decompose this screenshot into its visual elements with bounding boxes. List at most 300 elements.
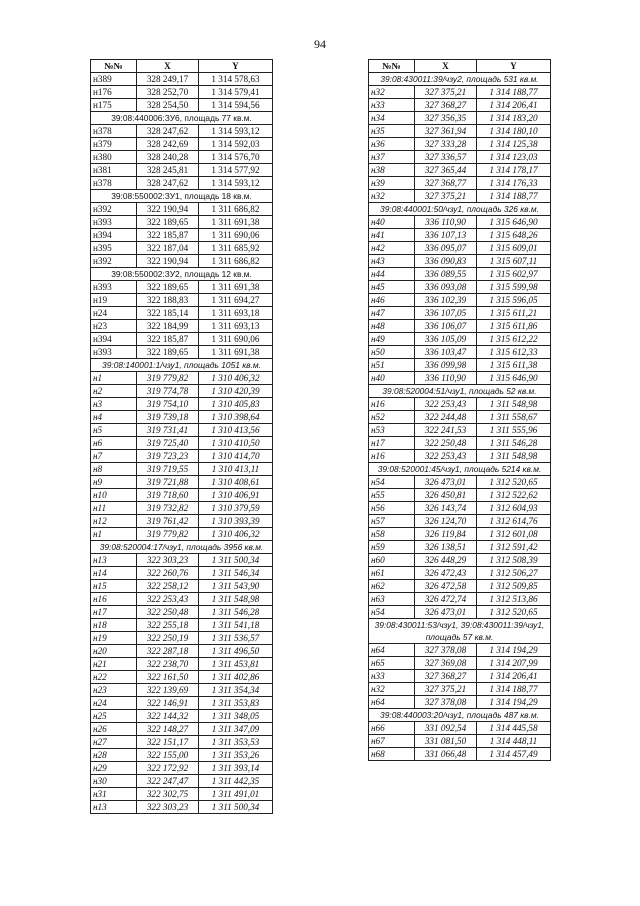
table-row: [369, 359, 551, 372]
x-coordinate: 322 172,92: [137, 762, 199, 775]
y-coordinate: 1 315 607,11: [477, 255, 551, 268]
y-coordinate: 1 311 548,98: [477, 450, 551, 463]
point-id: н56: [369, 502, 415, 515]
x-coordinate: 326 450,81: [415, 489, 477, 502]
y-coordinate: 1 314 188,77: [477, 190, 551, 203]
y-coordinate: 1 311 686,82: [199, 255, 273, 268]
y-coordinate: 1 314 576,70: [199, 151, 273, 164]
table-row: [369, 411, 551, 424]
x-coordinate: 327 368,77: [415, 177, 477, 190]
table-row: [369, 190, 551, 203]
x-coordinate: 322 188,83: [137, 294, 199, 307]
y-coordinate: 1 312 604,93: [477, 502, 551, 515]
x-coordinate: 322 189,65: [137, 216, 199, 229]
page-number: 94: [314, 37, 326, 51]
point-id: н37: [369, 151, 415, 164]
point-id: н43: [369, 255, 415, 268]
point-id: н32: [369, 683, 415, 696]
point-id: н14: [91, 567, 137, 580]
y-coordinate: 1 312 508,39: [477, 554, 551, 567]
point-id: н5: [91, 424, 137, 437]
table-row: [91, 424, 273, 437]
x-coordinate: 322 253,43: [415, 398, 477, 411]
point-id: н61: [369, 567, 415, 580]
table-row: [91, 502, 273, 515]
x-coordinate: 327 361,94: [415, 125, 477, 138]
table-header-row: [91, 60, 273, 73]
x-coordinate: 319 718,60: [137, 489, 199, 502]
x-coordinate: 319 761,42: [137, 515, 199, 528]
table-row: [91, 723, 273, 736]
table-row: [91, 580, 273, 593]
point-id: н16: [369, 450, 415, 463]
x-coordinate: 322 241,53: [415, 424, 477, 437]
y-coordinate: 1 311 453,81: [199, 658, 273, 671]
y-coordinate: 1 310 408,61: [199, 476, 273, 489]
table-row: [369, 99, 551, 112]
point-id: н48: [369, 320, 415, 333]
table-row: [369, 216, 551, 229]
table-row: [369, 606, 551, 619]
x-coordinate: 326 473,01: [415, 476, 477, 489]
y-coordinate: 1 311 546,28: [199, 606, 273, 619]
coordinates-table-right: [368, 59, 551, 761]
x-coordinate: 319 774,78: [137, 385, 199, 398]
point-id: н393: [91, 346, 137, 359]
parcel-section-header: 39:08:520004:51/чзу1, площадь 52 кв.м.: [369, 385, 551, 398]
y-coordinate: 1 311 690,06: [199, 229, 273, 242]
table-row: [369, 229, 551, 242]
x-coordinate: 336 107,13: [415, 229, 477, 242]
y-coordinate: 1 314 176,33: [477, 177, 551, 190]
y-coordinate: 1 311 500,34: [199, 801, 273, 814]
point-id: н393: [91, 216, 137, 229]
parcel-section-header: 39:08:440003:20/чзу1, площадь 487 кв.м.: [369, 709, 551, 722]
section-header-row: [91, 268, 273, 281]
table-row: [369, 722, 551, 735]
x-coordinate: 319 725,40: [137, 437, 199, 450]
point-id: н40: [369, 216, 415, 229]
x-coordinate: 336 090,83: [415, 255, 477, 268]
table-row: [91, 450, 273, 463]
y-coordinate: 1 314 577,92: [199, 164, 273, 177]
table-row: [91, 86, 273, 99]
y-coordinate: 1 311 347,09: [199, 723, 273, 736]
x-coordinate: 319 731,41: [137, 424, 199, 437]
y-coordinate: 1 311 691,38: [199, 216, 273, 229]
x-coordinate: 319 739,18: [137, 411, 199, 424]
table-row: [91, 567, 273, 580]
section-header-row: [91, 541, 273, 554]
table-row: [369, 683, 551, 696]
point-id: н44: [369, 268, 415, 281]
point-id: н379: [91, 138, 137, 151]
section-header-row: [369, 709, 551, 722]
table-row: [91, 463, 273, 476]
table-row: [369, 281, 551, 294]
y-coordinate: 1 311 558,67: [477, 411, 551, 424]
x-coordinate: 326 143,74: [415, 502, 477, 515]
y-coordinate: 1 314 206,41: [477, 670, 551, 683]
x-coordinate: 328 252,70: [137, 86, 199, 99]
x-coordinate: 322 260,76: [137, 567, 199, 580]
y-coordinate: 1 314 125,38: [477, 138, 551, 151]
table-row: [91, 320, 273, 333]
y-coordinate: 1 311 541,18: [199, 619, 273, 632]
point-id: н42: [369, 242, 415, 255]
x-coordinate: 327 375,21: [415, 190, 477, 203]
y-coordinate: 1 311 694,27: [199, 294, 273, 307]
y-coordinate: 1 310 379,59: [199, 502, 273, 515]
x-coordinate: 336 102,39: [415, 294, 477, 307]
table-row: [91, 411, 273, 424]
point-id: н57: [369, 515, 415, 528]
y-coordinate: 1 314 178,17: [477, 164, 551, 177]
section-header-row: [91, 112, 273, 125]
point-id: н32: [369, 86, 415, 99]
table-row: [91, 554, 273, 567]
table-row: [91, 164, 273, 177]
parcel-section-header: 39:08:430011:53/чзу1, 39:08:430011:39/чзу1, площадь 57 кв.м.: [369, 619, 551, 644]
table-row: [91, 619, 273, 632]
table-row: [91, 333, 273, 346]
x-coordinate: 331 092,54: [415, 722, 477, 735]
x-coordinate: 319 779,82: [137, 528, 199, 541]
y-coordinate: 1 311 543,90: [199, 580, 273, 593]
y-coordinate: 1 311 353,53: [199, 736, 273, 749]
x-coordinate: 327 336,57: [415, 151, 477, 164]
y-coordinate: 1 312 522,62: [477, 489, 551, 502]
y-coordinate: 1 312 614,76: [477, 515, 551, 528]
x-coordinate: 322 151,17: [137, 736, 199, 749]
table-row: [369, 593, 551, 606]
point-id: н25: [91, 710, 137, 723]
y-coordinate: 1 311 354,34: [199, 684, 273, 697]
x-coordinate: 328 247,62: [137, 125, 199, 138]
parcel-section-header: 39:08:440001:50/чзу1, площадь 326 кв.м.: [369, 203, 551, 216]
y-coordinate: 1 314 594,56: [199, 99, 273, 112]
table-row: [91, 346, 273, 359]
point-id: н21: [91, 658, 137, 671]
x-coordinate: 322 250,48: [137, 606, 199, 619]
point-id: н19: [91, 294, 137, 307]
point-id: н175: [91, 99, 137, 112]
point-id: н36: [369, 138, 415, 151]
point-id: н392: [91, 255, 137, 268]
point-id: н389: [91, 73, 137, 86]
table-row: [91, 684, 273, 697]
x-coordinate: 319 732,82: [137, 502, 199, 515]
x-coordinate: 322 302,75: [137, 788, 199, 801]
table-row: [369, 657, 551, 670]
x-coordinate: 322 148,27: [137, 723, 199, 736]
y-coordinate: 1 310 420,39: [199, 385, 273, 398]
point-id: н64: [369, 644, 415, 657]
point-id: н176: [91, 86, 137, 99]
table-row: [369, 151, 551, 164]
point-id: н394: [91, 333, 137, 346]
y-coordinate: 1 314 188,77: [477, 86, 551, 99]
x-coordinate: 322 155,00: [137, 749, 199, 762]
column-header-number: №№: [91, 60, 137, 73]
x-coordinate: 327 368,27: [415, 670, 477, 683]
y-coordinate: 1 315 646,90: [477, 372, 551, 385]
x-coordinate: 327 356,35: [415, 112, 477, 125]
table-row: [91, 593, 273, 606]
y-coordinate: 1 311 393,14: [199, 762, 273, 775]
point-id: н62: [369, 580, 415, 593]
point-id: н1: [91, 528, 137, 541]
x-coordinate: 336 089,55: [415, 268, 477, 281]
point-id: н17: [91, 606, 137, 619]
y-coordinate: 1 310 414,70: [199, 450, 273, 463]
y-coordinate: 1 312 601,08: [477, 528, 551, 541]
point-id: н17: [369, 437, 415, 450]
section-header-row: [91, 359, 273, 372]
point-id: н51: [369, 359, 415, 372]
table-body-right: [369, 73, 551, 761]
x-coordinate: 322 303,23: [137, 554, 199, 567]
x-coordinate: 327 368,27: [415, 99, 477, 112]
table-row: [91, 749, 273, 762]
y-coordinate: 1 312 513,86: [477, 593, 551, 606]
x-coordinate: 328 254,50: [137, 99, 199, 112]
point-id: н380: [91, 151, 137, 164]
y-coordinate: 1 314 183,20: [477, 112, 551, 125]
table-header-row: [369, 60, 551, 73]
table-row: [369, 541, 551, 554]
x-coordinate: 322 185,87: [137, 229, 199, 242]
point-id: н59: [369, 541, 415, 554]
section-header-row: [91, 190, 273, 203]
y-coordinate: 1 315 612,22: [477, 333, 551, 346]
x-coordinate: 319 779,82: [137, 372, 199, 385]
point-id: н55: [369, 489, 415, 502]
x-coordinate: 322 139,69: [137, 684, 199, 697]
y-coordinate: 1 314 194,29: [477, 644, 551, 657]
table-row: [91, 736, 273, 749]
x-coordinate: 336 110,90: [415, 372, 477, 385]
parcel-section-header: 39:08:550002:ЗУ2, площадь 12 кв.м.: [91, 268, 273, 281]
table-row: [369, 554, 551, 567]
point-id: н38: [369, 164, 415, 177]
point-id: н1: [91, 372, 137, 385]
y-coordinate: 1 312 591,42: [477, 541, 551, 554]
x-coordinate: 326 472,74: [415, 593, 477, 606]
y-coordinate: 1 311 348,05: [199, 710, 273, 723]
parcel-section-header: 39:08:440006:ЗУ6, площадь 77 кв.м.: [91, 112, 273, 125]
point-id: н381: [91, 164, 137, 177]
x-coordinate: 326 124,70: [415, 515, 477, 528]
y-coordinate: 1 314 457,49: [477, 748, 551, 761]
y-coordinate: 1 314 188,77: [477, 683, 551, 696]
table-row: [369, 580, 551, 593]
table-row: [91, 632, 273, 645]
x-coordinate: 336 093,08: [415, 281, 477, 294]
table-row: [369, 125, 551, 138]
x-coordinate: 322 161,50: [137, 671, 199, 684]
y-coordinate: 1 315 596,05: [477, 294, 551, 307]
y-coordinate: 1 310 413,11: [199, 463, 273, 476]
table-row: [369, 424, 551, 437]
x-coordinate: 327 333,28: [415, 138, 477, 151]
point-id: н65: [369, 657, 415, 670]
point-id: н27: [91, 736, 137, 749]
point-id: н395: [91, 242, 137, 255]
point-id: н39: [369, 177, 415, 190]
table-row: [91, 528, 273, 541]
table-row: [369, 450, 551, 463]
x-coordinate: 328 249,17: [137, 73, 199, 86]
table-row: [369, 437, 551, 450]
table-row: [91, 138, 273, 151]
x-coordinate: 328 240,28: [137, 151, 199, 164]
point-id: н29: [91, 762, 137, 775]
y-coordinate: 1 315 611,21: [477, 307, 551, 320]
y-coordinate: 1 311 353,26: [199, 749, 273, 762]
table-row: [91, 775, 273, 788]
x-coordinate: 336 095,07: [415, 242, 477, 255]
point-id: н68: [369, 748, 415, 761]
point-id: н19: [91, 632, 137, 645]
table-row: [369, 307, 551, 320]
point-id: н4: [91, 411, 137, 424]
y-coordinate: 1 310 406,32: [199, 528, 273, 541]
point-id: н33: [369, 670, 415, 683]
table-row: [369, 567, 551, 580]
x-coordinate: 322 189,65: [137, 281, 199, 294]
column-header-number: №№: [369, 60, 415, 73]
table-row: [369, 489, 551, 502]
y-coordinate: 1 314 206,41: [477, 99, 551, 112]
point-id: н7: [91, 450, 137, 463]
y-coordinate: 1 311 686,82: [199, 203, 273, 216]
y-coordinate: 1 311 496,50: [199, 645, 273, 658]
y-coordinate: 1 311 491,01: [199, 788, 273, 801]
point-id: н66: [369, 722, 415, 735]
y-coordinate: 1 315 609,01: [477, 242, 551, 255]
column-header-y: Y: [199, 60, 273, 73]
point-id: н32: [369, 190, 415, 203]
x-coordinate: 327 365,44: [415, 164, 477, 177]
table-row: [369, 696, 551, 709]
table-row: [91, 294, 273, 307]
point-id: н67: [369, 735, 415, 748]
x-coordinate: 326 448,29: [415, 554, 477, 567]
section-header-row: [369, 203, 551, 216]
x-coordinate: 327 378,08: [415, 696, 477, 709]
x-coordinate: 336 106,07: [415, 320, 477, 333]
table-row: [369, 242, 551, 255]
x-coordinate: 322 250,19: [137, 632, 199, 645]
column-header-x: X: [137, 60, 199, 73]
point-id: н23: [91, 320, 137, 333]
parcel-section-header: 39:08:140001:1/чзу1, площадь 1051 кв.м.: [91, 359, 273, 372]
parcel-section-header: 39:08:520001:45/чзу1, площадь 5214 кв.м.: [369, 463, 551, 476]
table-row: [369, 528, 551, 541]
y-coordinate: 1 310 406,91: [199, 489, 273, 502]
point-id: н20: [91, 645, 137, 658]
y-coordinate: 1 314 448,11: [477, 735, 551, 748]
y-coordinate: 1 311 548,98: [477, 398, 551, 411]
point-id: н64: [369, 696, 415, 709]
point-id: н52: [369, 411, 415, 424]
x-coordinate: 322 189,65: [137, 346, 199, 359]
y-coordinate: 1 314 194,29: [477, 696, 551, 709]
y-coordinate: 1 312 520,65: [477, 476, 551, 489]
table-row: [369, 515, 551, 528]
point-id: н393: [91, 281, 137, 294]
y-coordinate: 1 315 611,86: [477, 320, 551, 333]
table-row: [91, 203, 273, 216]
y-coordinate: 1 311 546,28: [477, 437, 551, 450]
table-row: [91, 255, 273, 268]
table-row: [91, 372, 273, 385]
table-row: [91, 788, 273, 801]
table-row: [91, 151, 273, 164]
table-row: [369, 268, 551, 281]
table-row: [91, 125, 273, 138]
y-coordinate: 1 310 393,39: [199, 515, 273, 528]
parcel-section-header: 39:08:430011:39/чзу2, площадь 531 кв.м.: [369, 73, 551, 86]
point-id: н22: [91, 671, 137, 684]
table-row: [91, 99, 273, 112]
x-coordinate: 328 247,62: [137, 177, 199, 190]
point-id: н394: [91, 229, 137, 242]
x-coordinate: 327 378,08: [415, 644, 477, 657]
point-id: н13: [91, 554, 137, 567]
x-coordinate: 322 190,94: [137, 255, 199, 268]
x-coordinate: 322 247,47: [137, 775, 199, 788]
point-id: н2: [91, 385, 137, 398]
y-coordinate: 1 314 579,41: [199, 86, 273, 99]
y-coordinate: 1 315 599,98: [477, 281, 551, 294]
table-row: [369, 333, 551, 346]
x-coordinate: 322 187,04: [137, 242, 199, 255]
parcel-section-header: 39:08:520004:17/чзу1, площадь 3956 кв.м.: [91, 541, 273, 554]
point-id: н33: [369, 99, 415, 112]
x-coordinate: 331 081,50: [415, 735, 477, 748]
point-id: н16: [91, 593, 137, 606]
point-id: н24: [91, 307, 137, 320]
table-row: [91, 645, 273, 658]
point-id: н12: [91, 515, 137, 528]
point-id: н63: [369, 593, 415, 606]
point-id: н378: [91, 177, 137, 190]
point-id: н31: [91, 788, 137, 801]
column-header-x: X: [415, 60, 477, 73]
point-id: н54: [369, 476, 415, 489]
table-row: [91, 216, 273, 229]
table-row: [369, 372, 551, 385]
table-row: [369, 476, 551, 489]
table-row: [91, 710, 273, 723]
y-coordinate: 1 312 520,65: [477, 606, 551, 619]
x-coordinate: 322 185,14: [137, 307, 199, 320]
y-coordinate: 1 311 691,38: [199, 281, 273, 294]
y-coordinate: 1 311 548,98: [199, 593, 273, 606]
x-coordinate: 322 253,43: [137, 593, 199, 606]
y-coordinate: 1 310 410,50: [199, 437, 273, 450]
point-id: н18: [91, 619, 137, 632]
point-id: н46: [369, 294, 415, 307]
x-coordinate: 326 119,84: [415, 528, 477, 541]
x-coordinate: 331 066,48: [415, 748, 477, 761]
y-coordinate: 1 314 593,12: [199, 125, 273, 138]
point-id: н28: [91, 749, 137, 762]
x-coordinate: 326 472,58: [415, 580, 477, 593]
x-coordinate: 319 723,23: [137, 450, 199, 463]
